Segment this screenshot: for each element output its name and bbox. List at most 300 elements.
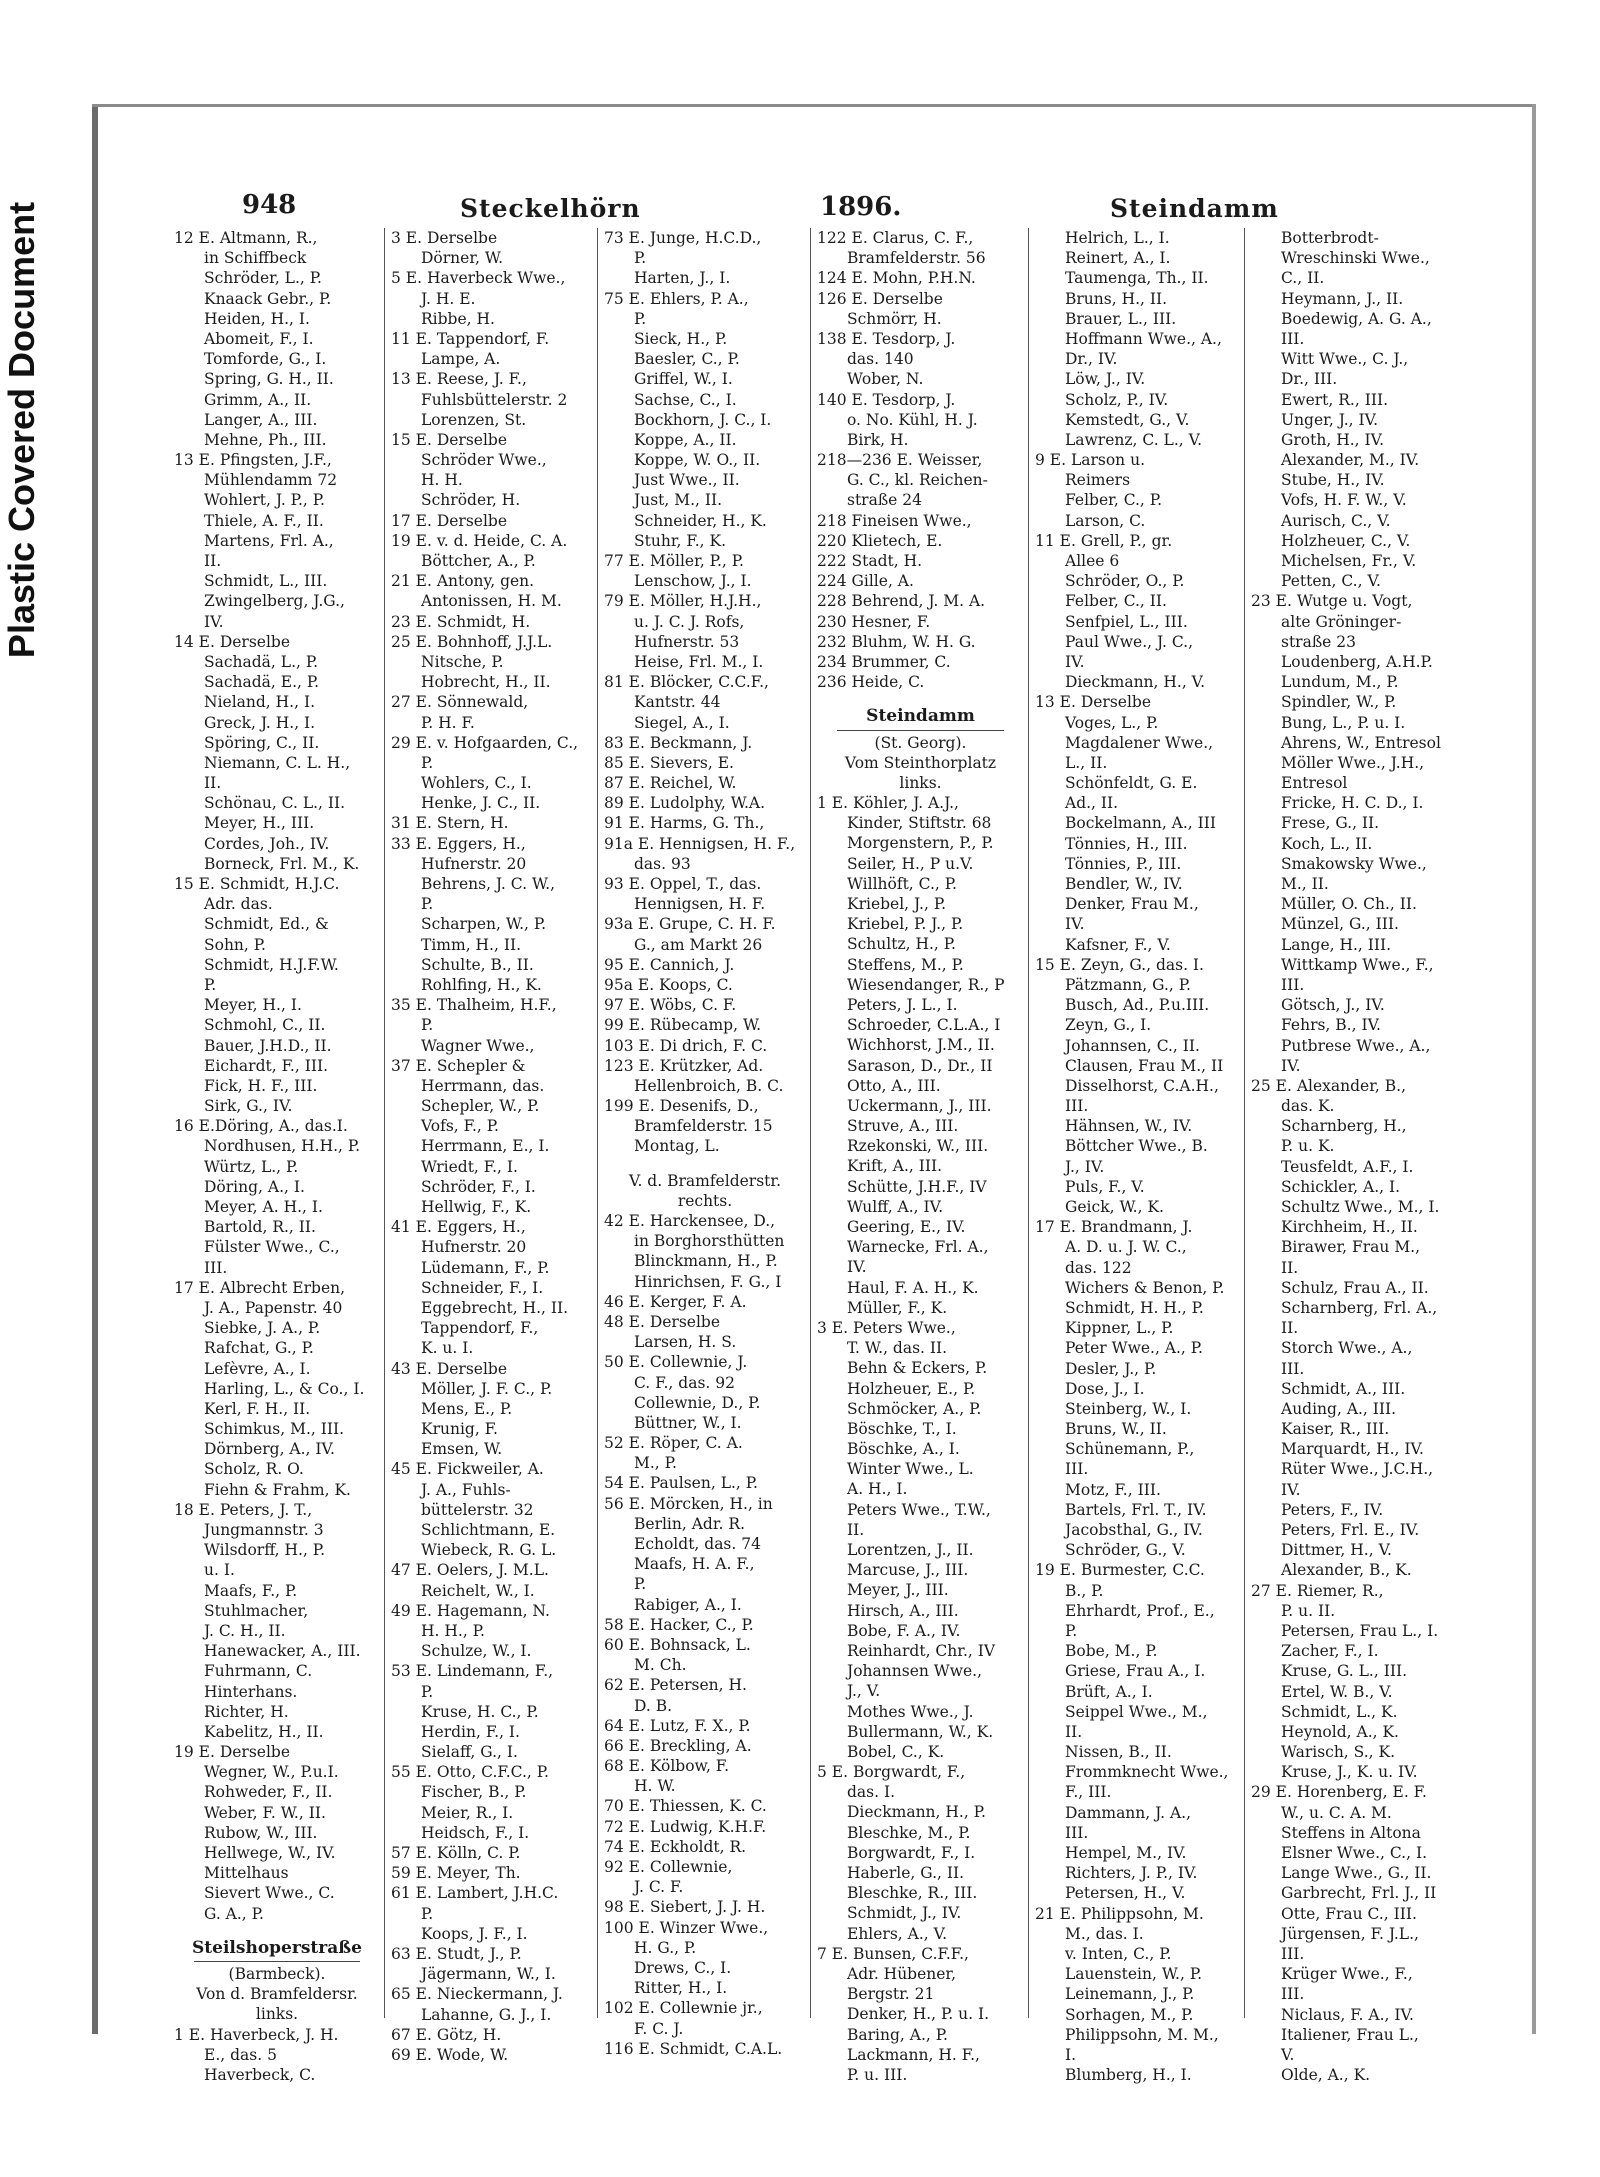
directory-entry: Haul, F. A. H., K. xyxy=(847,1278,979,1297)
directory-entry: 19 E. Burmester, C.C. xyxy=(1035,1561,1205,1580)
directory-entry: Greck, J. H., I. xyxy=(204,713,316,732)
directory-entry: P. xyxy=(634,1575,647,1594)
directory-entry: straße 23 xyxy=(1281,632,1357,651)
directory-entry: Schmidt, J., IV. xyxy=(847,1904,962,1923)
directory-entry: II. xyxy=(847,1520,865,1539)
directory-entry: Mühlendamm 72 xyxy=(204,471,338,490)
directory-entry: Alexander, M., IV. xyxy=(1281,451,1420,470)
directory-entry: Hufnerstr. 20 xyxy=(421,854,527,873)
directory-entry: Kriebel, P. J., P. xyxy=(847,915,964,934)
directory-entry: Reichelt, W., I. xyxy=(421,1581,535,1600)
directory-entry: Leinemann, J., P. xyxy=(1065,1985,1195,2004)
directory-entry: Holzheuer, C., V. xyxy=(1281,531,1411,550)
directory-entry: Petersen, H., V. xyxy=(1065,1884,1186,1903)
directory-entry: P. u. K. xyxy=(1281,1137,1335,1156)
directory-entry: Herrmann, das. xyxy=(421,1076,545,1095)
directory-entry: III. xyxy=(1065,1097,1089,1116)
directory-entry: 33 E. Eggers, H., xyxy=(391,834,526,853)
directory-entry: 3 E. Peters Wwe., xyxy=(817,1318,956,1337)
directory-entry: III. xyxy=(1281,1944,1305,1963)
directory-entry: Wulff, A., IV. xyxy=(847,1197,944,1216)
directory-entry: Heise, Frl. M., I. xyxy=(634,652,764,671)
directory-entry: 15 E. Derselbe xyxy=(391,430,508,449)
page-number: 948 xyxy=(242,190,297,220)
directory-entry: Griffel, W., I. xyxy=(634,370,733,389)
directory-entry: Harling, L., & Co., I. xyxy=(204,1379,365,1398)
directory-entry: Maafs, F., P. xyxy=(204,1581,298,1600)
directory-entry: Disselhorst, C.A.H., xyxy=(1065,1076,1219,1095)
directory-entry: Fricke, H. C. D., I. xyxy=(1281,794,1424,813)
directory-entry: C. F., das. 92 xyxy=(634,1373,735,1392)
directory-entry: Dose, J., I. xyxy=(1065,1379,1145,1398)
street-heading: Steilshoperstraße xyxy=(192,1937,362,1958)
directory-entry: 7 E. Bunsen, C.F.F., xyxy=(817,1944,969,1963)
street-heading: Steindamm xyxy=(866,706,975,727)
directory-entry: Schmidt, H. H., P. xyxy=(1065,1298,1204,1317)
directory-entry: Garbrecht, Frl. J., II xyxy=(1281,1884,1437,1903)
directory-entry: Felber, C., P. xyxy=(1065,491,1162,510)
directory-entry: büttelerstr. 32 xyxy=(421,1500,534,1519)
directory-entry: Richters, J. P., IV. xyxy=(1065,1864,1198,1883)
directory-entry: 234 Brummer, C. xyxy=(817,652,951,671)
directory-entry: Stube, H., IV. xyxy=(1281,471,1385,490)
directory-entry: P. xyxy=(634,309,647,328)
directory-entry: 67 E. Götz, H. xyxy=(391,2025,502,2044)
directory-entry: H. W. xyxy=(634,1777,676,1796)
directory-entry: P. xyxy=(421,1016,434,1035)
directory-entry: Schönau, C. L., II. xyxy=(204,794,346,813)
directory-entry: 31 E. Stern, H. xyxy=(391,814,509,833)
directory-entry: Niemann, C. L. H., xyxy=(204,753,351,772)
directory-column-3 xyxy=(597,228,810,2058)
directory-entry: J. A., Fuhls- xyxy=(421,1480,511,1499)
directory-entry: Schulze, W., I. xyxy=(421,1642,532,1661)
directory-entry: Reimers xyxy=(1065,471,1131,490)
directory-entry: Ertel, W. B., V. xyxy=(1281,1682,1393,1701)
directory-entry: Heidsch, F., I. xyxy=(421,1823,530,1842)
directory-entry: Denker, Frau M., xyxy=(1065,895,1199,914)
directory-entry: IV. xyxy=(204,612,224,631)
directory-entry: III. xyxy=(1281,329,1305,348)
directory-entry: 224 Gille, A. xyxy=(817,572,914,591)
directory-entry: Thiele, A. F., II. xyxy=(204,511,324,530)
directory-entry: Puls, F., V. xyxy=(1065,1177,1145,1196)
directory-entry: P. xyxy=(204,975,217,994)
directory-entry: Böschke, T., I. xyxy=(847,1419,957,1438)
directory-entry: Nordhusen, H.H., P. xyxy=(204,1137,361,1156)
directory-entry: 17 E. Brandmann, J. xyxy=(1035,1218,1193,1237)
directory-entry: Italiener, Frau L., xyxy=(1281,2025,1419,2044)
directory-entry: 140 E. Tesdorp, J. xyxy=(817,390,956,409)
directory-entry: Wohlers, C., I. xyxy=(421,774,532,793)
directory-entry: 124 E. Mohn, P.H.N. xyxy=(817,269,976,288)
directory-entry: Kabelitz, H., II. xyxy=(204,1722,324,1741)
directory-entry: Bockelmann, A., III xyxy=(1065,814,1217,833)
directory-entry: 199 E. Desenifs, D., xyxy=(604,1097,759,1116)
directory-entry: Sielaff, G., I. xyxy=(421,1743,518,1762)
directory-entry: Clausen, Frau M., II xyxy=(1065,1056,1224,1075)
directory-entry: 97 E. Wöbs, C. F. xyxy=(604,996,737,1015)
directory-entry: Müller, O. Ch., II. xyxy=(1281,895,1417,914)
directory-entry: Blinckmann, H., P. xyxy=(634,1252,778,1271)
directory-entry: Haberle, G., II. xyxy=(847,1864,965,1882)
directory-entry: 102 E. Collewnie jr., xyxy=(604,1999,763,2018)
directory-entry: Mittelhaus xyxy=(204,1864,289,1883)
directory-entry: Schmohl, C., II. xyxy=(204,1016,326,1035)
directory-entry: Siebke, J. A., P. xyxy=(204,1319,321,1338)
directory-entry: Jägermann, W., I. xyxy=(421,1965,556,1984)
directory-entry: Teusfeldt, A.F., I. xyxy=(1281,1157,1414,1176)
directory-entry: Rzekonski, W., III. xyxy=(847,1137,989,1156)
directory-entry: Wagner Wwe., xyxy=(421,1036,535,1055)
directory-entry: Ahrens, W., Entresol xyxy=(1281,733,1441,752)
street-subheading: V. d. Bramfelderstr. xyxy=(628,1171,782,1190)
directory-entry: Hufnerstr. 53 xyxy=(634,632,740,651)
header-year: 1896. xyxy=(820,192,902,222)
directory-entry: 50 E. Collewnie, J. xyxy=(604,1353,748,1372)
directory-entry: 91a E. Hennigsen, H. F., xyxy=(604,834,796,853)
directory-entry: Hinterhans. xyxy=(204,1682,298,1701)
directory-entry: Kippner, L., P. xyxy=(1065,1319,1174,1338)
directory-entry: Steffens in Altona xyxy=(1281,1823,1421,1842)
directory-entry: u. I. xyxy=(204,1561,235,1580)
directory-entry: J., V. xyxy=(847,1682,881,1701)
directory-entry: 59 E. Meyer, Th. xyxy=(391,1864,521,1883)
directory-entry: Griese, Frau A., I. xyxy=(1065,1662,1206,1681)
directory-entry: Kaiser, R., III. xyxy=(1281,1420,1390,1439)
directory-entry: Putbrese Wwe., A., xyxy=(1281,1036,1431,1055)
directory-column-5 xyxy=(1028,228,1244,2085)
directory-entry: 37 E. Schepler & xyxy=(391,1056,526,1075)
directory-entry: IV. xyxy=(1281,1480,1301,1499)
directory-entry: Krift, A., III. xyxy=(847,1157,943,1176)
directory-entry: Bruns, W., II. xyxy=(1065,1420,1167,1439)
directory-entry: Kinder, Stiftstr. 68 xyxy=(847,814,992,833)
directory-entry: 236 Heide, C. xyxy=(817,673,925,692)
directory-entry: Philippsohn, M. M., xyxy=(1065,2025,1219,2044)
directory-entry: Eggebrecht, H., II. xyxy=(421,1298,569,1317)
directory-entry: Koch, L., II. xyxy=(1281,834,1373,853)
directory-entry: Schmidt, A., III. xyxy=(1281,1379,1406,1398)
directory-entry: Scharnberg, H., xyxy=(1281,1117,1407,1136)
directory-entry: Witt Wwe., C. J., xyxy=(1281,350,1409,369)
directory-entry: 16 E.Döring, A., das.I. xyxy=(174,1117,348,1136)
directory-entry: 45 E. Fickweiler, A. xyxy=(391,1460,544,1479)
directory-entry: 122 E. Clarus, C. F., xyxy=(817,229,974,247)
directory-entry: straße 24 xyxy=(847,491,923,510)
directory-entry: Hirsch, A., III. xyxy=(847,1601,959,1620)
directory-entry: Mothes Wwe., J. xyxy=(847,1702,974,1721)
directory-entry: 25 E. Alexander, B., xyxy=(1251,1076,1407,1095)
directory-entry: 43 E. Derselbe xyxy=(391,1359,508,1378)
directory-entry: Antonissen, H. M. xyxy=(421,592,562,611)
directory-entry: 95a E. Koops, C. xyxy=(604,975,733,994)
directory-entry: Desler, J., P. xyxy=(1065,1359,1157,1378)
directory-entry: Reinert, A., I. xyxy=(1065,249,1171,268)
directory-entry: P. xyxy=(634,249,647,268)
directory-entry: 11 E. Grell, P., gr. xyxy=(1035,531,1173,550)
directory-entry: Richter, H. xyxy=(204,1702,289,1721)
directory-entry: P. xyxy=(421,1904,434,1923)
directory-entry: Storch Wwe., A., xyxy=(1281,1339,1413,1358)
directory-entry: Just Wwe., II. xyxy=(634,471,740,490)
directory-entry: Vofs, H. F. W., V. xyxy=(1281,491,1407,510)
directory-column-4 xyxy=(810,228,1028,2084)
directory-entry: Heymann, J., II. xyxy=(1281,289,1404,308)
directory-entry: Felber, C., II. xyxy=(1065,592,1167,611)
directory-entry: II. xyxy=(204,552,222,570)
directory-entry: 58 E. Hacker, C., P. xyxy=(604,1615,754,1634)
directory-entry: Lackmann, H. F., xyxy=(847,2045,980,2064)
directory-entry: Kafsner, F., V. xyxy=(1065,935,1171,954)
directory-entry: B., P. xyxy=(1065,1581,1104,1600)
directory-entry: 77 E. Möller, P., P. xyxy=(604,552,744,570)
directory-entry: Schröder Wwe., xyxy=(421,451,547,470)
directory-entry: Wober, N. xyxy=(847,370,924,389)
directory-entry: Wiebeck, R. G. L. xyxy=(421,1541,557,1560)
street-subheading: Vom Steinthorplatz xyxy=(844,753,997,772)
directory-entry: Zacher, F., I. xyxy=(1281,1642,1379,1661)
directory-entry: Winter Wwe., L. xyxy=(847,1460,974,1479)
directory-entry: 13 E. Reese, J. F., xyxy=(391,370,527,389)
directory-entry: Kruse, G. L., III. xyxy=(1281,1662,1408,1681)
directory-entry: Berlin, Adr. R. xyxy=(634,1514,745,1533)
directory-entry: Schroeder, C.L.A., I xyxy=(847,1016,1001,1035)
directory-entry: 74 E. Eckholdt, R. xyxy=(604,1837,747,1856)
directory-entry: 85 E. Sievers, E. xyxy=(604,753,734,772)
directory-entry: 126 E. Derselbe xyxy=(817,289,943,308)
directory-entry: G. C., kl. Reichen- xyxy=(847,471,988,490)
directory-entry: Taumenga, Th., II. xyxy=(1065,269,1209,288)
directory-entry: P. xyxy=(421,753,434,772)
directory-entry: Spring, G. H., II. xyxy=(204,370,334,389)
directory-entry: 83 E. Beckmann, J. xyxy=(604,733,753,752)
directory-entry: II. xyxy=(1065,1722,1083,1741)
directory-entry: V. xyxy=(1281,2045,1295,2064)
directory-entry: 123 E. Krützker, Ad. xyxy=(604,1056,764,1075)
directory-entry: Schmörr, H. xyxy=(847,309,942,328)
directory-entry: Birawer, Frau M., xyxy=(1281,1238,1421,1257)
directory-entry: Nissen, B., II. xyxy=(1065,1743,1172,1762)
directory-entry: Motz, F., III. xyxy=(1065,1480,1161,1499)
directory-entry: Meyer, H., I. xyxy=(204,996,302,1015)
directory-entry: 93a E. Grupe, C. H. F. xyxy=(604,915,776,934)
directory-entry: Böttcher Wwe., B. xyxy=(1065,1137,1208,1156)
directory-entry: 23 E. Wutge u. Vogt, xyxy=(1251,592,1413,611)
directory-entry: Scholz, P., IV. xyxy=(1065,390,1169,409)
directory-entry: Maafs, H. A. F., xyxy=(634,1555,755,1574)
directory-entry: Bleschke, M., P. xyxy=(847,1823,971,1842)
directory-entry: Larsen, H. S. xyxy=(634,1333,737,1352)
directory-entry: Bobe, F. A., IV. xyxy=(847,1621,961,1640)
directory-entry: Bramfelderstr. 15 xyxy=(634,1117,773,1136)
directory-entry: in Schiffbeck xyxy=(204,249,307,268)
directory-entry: W., u. C. A. M. xyxy=(1281,1803,1392,1822)
directory-entry: Unger, J., IV. xyxy=(1281,410,1379,429)
directory-entry: III. xyxy=(1065,1823,1089,1842)
directory-entry: Böschke, A., I. xyxy=(847,1440,960,1459)
directory-entry: 218 Fineisen Wwe., xyxy=(817,511,972,530)
directory-entry: Groth, H., IV. xyxy=(1281,430,1385,449)
directory-entry: Willhöft, C., P. xyxy=(847,874,957,893)
directory-entry: Wiesendanger, R., P xyxy=(847,975,1005,994)
directory-entry: T. W., das. II. xyxy=(847,1339,948,1358)
directory-entry: u. J. C. J. Rofs, xyxy=(634,612,745,631)
directory-entry: 73 E. Junge, H.C.D., xyxy=(604,229,762,247)
directory-entry: Schmidt, Ed., & xyxy=(204,915,329,934)
directory-entry: 75 E. Ehlers, P. A., xyxy=(604,289,749,308)
directory-entry: 87 E. Reichel, W. xyxy=(604,774,737,793)
directory-entry: Tönnies, H., III. xyxy=(1065,834,1188,853)
directory-entry: Aurisch, C., V. xyxy=(1281,511,1391,530)
directory-entry: Just, M., II. xyxy=(634,491,723,510)
directory-entry: das. K. xyxy=(1281,1097,1335,1116)
directory-entry: Baring, A., P. xyxy=(847,2025,948,2044)
directory-entry: IV. xyxy=(1065,915,1085,934)
directory-entry: 29 E. v. Hofgaarden, C., xyxy=(391,733,579,752)
directory-column-2 xyxy=(384,228,597,2064)
directory-entry: Dieckmann, H., P. xyxy=(847,1803,986,1822)
directory-entry: 27 E. Riemer, R., xyxy=(1251,1581,1384,1600)
directory-entry: o. No. Kühl, H. J. xyxy=(847,410,978,429)
directory-entry: Busch, Ad., P.u.III. xyxy=(1065,996,1210,1015)
directory-entry: Schlichtmann, E. xyxy=(421,1521,556,1539)
directory-entry: Bruns, H., II. xyxy=(1065,289,1168,308)
directory-entry: Wreschinski Wwe., xyxy=(1281,249,1430,268)
directory-entry: alte Gröninger- xyxy=(1281,612,1402,631)
directory-entry: Dörner, W. xyxy=(421,249,504,268)
directory-entry: Wittkamp Wwe., F., xyxy=(1281,955,1434,974)
directory-entry: Meyer, J., III. xyxy=(847,1581,949,1600)
directory-entry: Otte, Frau C., III. xyxy=(1281,1904,1417,1923)
directory-entry: 49 E. Hagemann, N. xyxy=(391,1601,550,1620)
directory-entry: Sirk, G., IV. xyxy=(204,1097,293,1116)
directory-entry: Olde, A., K. xyxy=(1281,2066,1371,2085)
directory-entry: Möller Wwe., J.H., xyxy=(1281,753,1425,772)
directory-entry: Allee 6 xyxy=(1065,552,1120,570)
directory-entry: Ribbe, H. xyxy=(421,309,495,328)
directory-entry: Behrens, J. C. W., xyxy=(421,875,556,893)
directory-entry: Jacobsthal, G., IV. xyxy=(1065,1521,1203,1539)
directory-entry: Bartels, Frl. T., IV. xyxy=(1065,1500,1207,1519)
directory-entry: 222 Stadt, H. xyxy=(817,552,923,570)
directory-entry: 21 E. Antony, gen. xyxy=(391,572,535,591)
directory-entry: Hinrichsen, F. G., I xyxy=(634,1272,782,1291)
directory-entry: 41 E. Eggers, H., xyxy=(391,1218,526,1237)
directory-entry: Petersen, Frau L., I. xyxy=(1281,1621,1439,1640)
directory-entry: Paul Wwe., J. C., xyxy=(1065,632,1194,651)
directory-entry: Mens, E., P. xyxy=(421,1399,513,1418)
directory-entry: das. I. xyxy=(847,1783,896,1802)
directory-entry: Frese, G., II. xyxy=(1281,814,1380,833)
street-subheading: links. xyxy=(255,2005,299,2024)
directory-entry: Boedewig, A. G. A., xyxy=(1281,309,1432,328)
directory-entry: Büttner, W., I. xyxy=(634,1413,742,1432)
directory-entry: Botterbrodt- xyxy=(1281,229,1379,247)
directory-entry: Grimm, A., II. xyxy=(204,390,312,409)
directory-entry: Bobel, C., K. xyxy=(847,1742,945,1761)
directory-entry: Bung, L., P. u. I. xyxy=(1281,713,1406,732)
directory-entry: 220 Klietech, E. xyxy=(817,531,943,550)
directory-entry: Auding, A., III. xyxy=(1281,1399,1397,1418)
directory-entry: Siegel, A., I. xyxy=(634,713,730,732)
section-gap xyxy=(604,1157,806,1171)
directory-entry: 42 E. Harckensee, D., xyxy=(604,1212,776,1230)
directory-entry: Scharnberg, Frl. A., xyxy=(1281,1298,1438,1317)
directory-entry: Ehlers, A., V. xyxy=(847,1924,948,1943)
directory-entry: Schneider, F., I. xyxy=(421,1278,544,1297)
directory-entry: Lundum, M., P. xyxy=(1281,673,1399,692)
directory-entry: Sohn, P. xyxy=(204,935,266,954)
directory-entry: Möller, J. F. C., P. xyxy=(421,1379,553,1398)
directory-entry: Sarason, D., Dr., II xyxy=(847,1056,993,1075)
directory-entry: Michelsen, Fr., V. xyxy=(1281,552,1417,570)
directory-entry: 116 E. Schmidt, C.A.L. xyxy=(604,2039,783,2058)
directory-entry: Schmidt, H.J.F.W. xyxy=(204,955,339,974)
directory-entry: Bullermann, W., K. xyxy=(847,1722,994,1741)
directory-entry: Würtz, L., P. xyxy=(204,1157,299,1176)
directory-entry: Magdalener Wwe., xyxy=(1065,733,1214,752)
directory-entry: 12 E. Altmann, R., xyxy=(174,229,318,247)
directory-entry: G., am Markt 26 xyxy=(634,935,763,954)
directory-entry: Lefèvre, A., I. xyxy=(204,1359,311,1378)
heading-rule xyxy=(194,1961,360,1962)
directory-entry: Peter Wwe., A., P. xyxy=(1065,1339,1203,1358)
directory-entry: Langer, A., III. xyxy=(204,410,318,429)
directory-entry: Abomeit, F., I. xyxy=(204,329,314,348)
directory-entry: Fülster Wwe., C., xyxy=(204,1238,340,1257)
directory-entry: Fiehn & Frahm, K. xyxy=(204,1480,351,1499)
directory-entry: 5 E. Borgwardt, F., xyxy=(817,1763,966,1782)
directory-entry: Wegner, W., P.u.I. xyxy=(204,1763,339,1782)
directory-entry: Schneider, H., K. xyxy=(634,511,767,530)
directory-entry: v. Inten, C., P. xyxy=(1065,1944,1172,1963)
directory-entry: Döring, A., I. xyxy=(204,1177,305,1196)
directory-entry: 62 E. Petersen, H. xyxy=(604,1676,747,1695)
directory-entry: 65 E. Nieckermann, J. xyxy=(391,1985,563,2004)
directory-entry: Wohlert, J. P., P. xyxy=(204,491,325,510)
directory-entry: Wilsdorff, H., P. xyxy=(204,1541,326,1560)
directory-entry: Uckermann, J., III. xyxy=(847,1096,992,1115)
directory-entry: J. H. E. xyxy=(421,289,476,308)
directory-entry: J. A., Papenstr. 40 xyxy=(204,1298,343,1317)
directory-entry: H. H., P. xyxy=(421,1621,485,1640)
directory-entry: Petten, C., V. xyxy=(1281,572,1381,591)
directory-entry: Larson, C. xyxy=(1065,511,1146,530)
directory-entry: III. xyxy=(1065,1460,1089,1479)
directory-entry: Sorhagen, M., P. xyxy=(1065,2005,1194,2024)
directory-entry: Schröder, G., V. xyxy=(1065,1541,1186,1560)
directory-entry: Nitsche, P. xyxy=(421,652,504,671)
directory-entry: 218—236 E. Weisser, xyxy=(817,451,983,470)
directory-entry: 27 E. Sönnewald, xyxy=(391,693,529,712)
directory-entry: Lange Wwe., G., II. xyxy=(1281,1864,1432,1883)
directory-entry: Birk, H. xyxy=(847,430,909,449)
street-subheading: rechts. xyxy=(677,1191,733,1210)
directory-entry: Lawrenz, C. L., V. xyxy=(1065,430,1203,449)
directory-entry: 68 E. Kölbow, F. xyxy=(604,1757,730,1776)
directory-entry: Stuhr, F., K. xyxy=(634,531,727,550)
directory-entry: Jungmannstr. 3 xyxy=(204,1521,324,1539)
directory-entry: Lampe, A. xyxy=(421,350,501,369)
directory-entry: 92 E. Collewnie, xyxy=(604,1858,733,1876)
directory-entry: Lüdemann, F., P. xyxy=(421,1258,550,1277)
heading-rule xyxy=(837,730,1004,731)
directory-entry: Peters Wwe., T.W., xyxy=(847,1500,991,1519)
directory-entry: Geering, E., IV. xyxy=(847,1218,966,1236)
directory-entry: Scholz, R. O. xyxy=(204,1460,304,1479)
directory-entry: 17 E. Derselbe xyxy=(391,511,508,530)
